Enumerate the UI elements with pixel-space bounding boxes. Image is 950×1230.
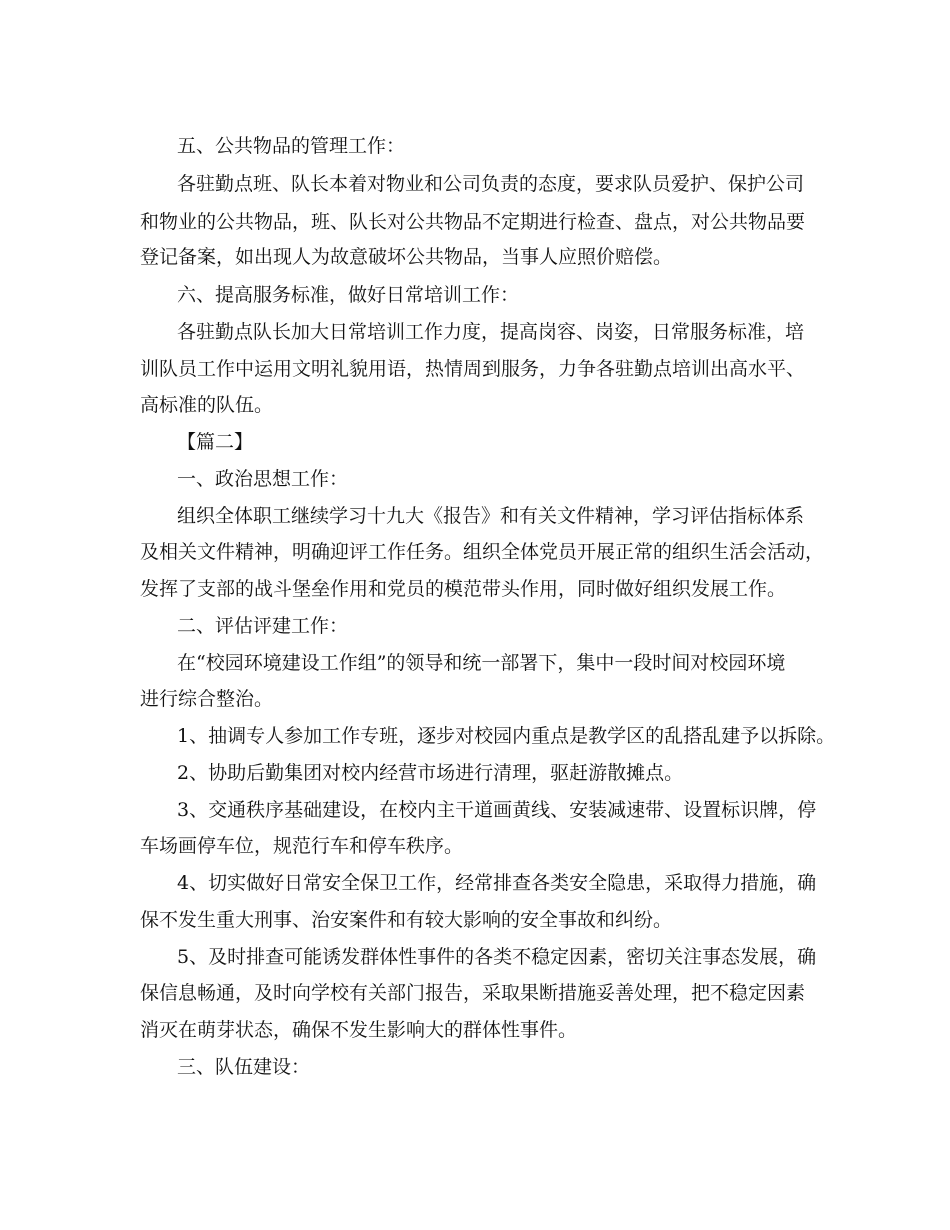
- part-heading: 【篇二】: [177, 431, 254, 453]
- list-item: 4、切实做好日常安全保卫工作，经常排查各类安全隐患，采取得力措施，确: [177, 872, 817, 894]
- paragraph-line: 各驻勤点队长加大日常培训工作力度，提高岗容、岗姿，日常服务标准，培: [177, 321, 805, 343]
- list-item: 1、抽调专人参加工作专班，逐步对校园内重点是教学区的乱搭乱建予以拆除。: [177, 725, 836, 747]
- paragraph-line: 保信息畅通，及时向学校有关部门报告，采取果断措施妥善处理，把不稳定因素: [140, 982, 806, 1004]
- paragraph-line: 发挥了支部的战斗堡垒作用和党员的模范带头作用，同时做好组织发展工作。: [140, 578, 787, 600]
- section-heading-three: 三、队伍建设：: [177, 1056, 311, 1078]
- section-heading-one: 一、政治思想工作：: [177, 468, 349, 490]
- section-heading-six: 六、提高服务标准，做好日常培训工作：: [177, 284, 520, 306]
- list-item: 3、交通秩序基础建设，在校内主干道画黄线、安装减速带、设置标识牌，停: [177, 799, 817, 821]
- list-item: 2、协助后勤集团对校内经营市场进行清理，驱赶游散摊点。: [177, 762, 684, 784]
- paragraph-line: 各驻勤点班、队长本着对物业和公司负责的态度，要求队员爱护、保护公司: [177, 173, 805, 195]
- paragraph-line: 和物业的公共物品，班、队长对公共物品不定期进行检查、盘点，对公共物品要: [140, 211, 806, 233]
- paragraph-line: 高标准的队伍。: [140, 394, 274, 416]
- list-item: 5、及时排查可能诱发群体性事件的各类不稳定因素，密切关注事态发展，确: [177, 946, 817, 968]
- paragraph-line: 训队员工作中运用文明礼貌用语，热情周到服务，力争各驻勤点培训出高水平、: [140, 358, 806, 380]
- paragraph-line: 登记备案，如出现人为故意破坏公共物品，当事人应照价赔偿。: [140, 246, 673, 268]
- paragraph-line: 及相关文件精神，明确迎评工作任务。组织全体党员开展正常的组织生活会活动，: [140, 541, 825, 563]
- paragraph-line: 组织全体职工继续学习十九大《报告》和有关文件精神，学习评估指标体系: [177, 505, 805, 527]
- paragraph-line: 消灭在萌芽状态，确保不发生影响大的群体性事件。: [140, 1019, 578, 1041]
- section-heading-two: 二、评估评建工作：: [177, 615, 349, 637]
- paragraph-line: 车场画停车位，规范行车和停车秩序。: [140, 835, 464, 857]
- paragraph-line: 保不发生重大刑事、治安案件和有较大影响的安全事故和纠纷。: [140, 909, 673, 931]
- paragraph-line: 进行综合整治。: [140, 688, 274, 710]
- paragraph-line: 在“校园环境建设工作组”的领导和统一部署下，集中一段时间对校园环境: [177, 652, 786, 674]
- section-heading-five: 五、公共物品的管理工作：: [177, 135, 406, 157]
